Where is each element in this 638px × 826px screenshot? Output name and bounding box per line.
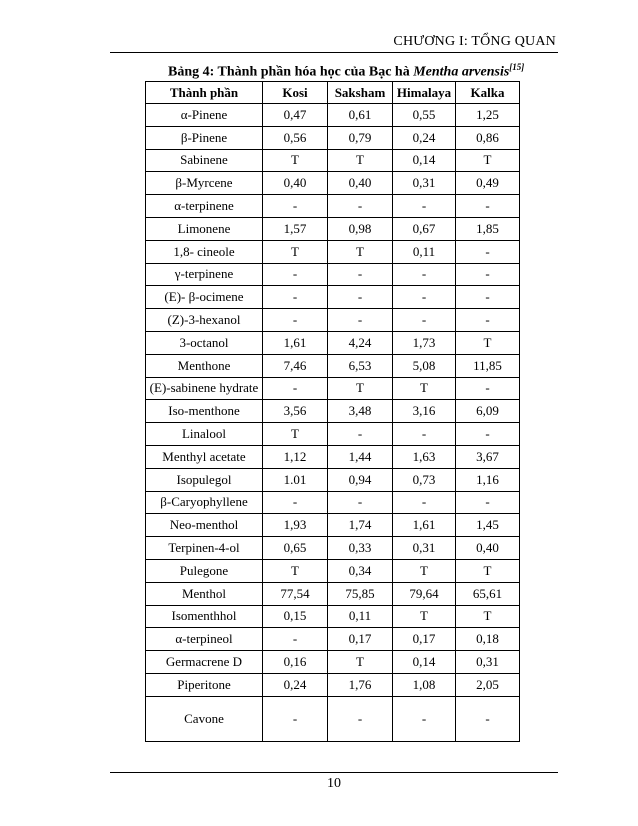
table-row bbox=[146, 331, 520, 354]
value-cell: 75,85 bbox=[328, 582, 393, 605]
table-row bbox=[146, 491, 520, 514]
table-row bbox=[146, 263, 520, 286]
table-row bbox=[146, 377, 520, 400]
table-row bbox=[146, 514, 520, 537]
compound-name-cell: Limonene bbox=[146, 217, 263, 240]
value-cell: 0,79 bbox=[328, 126, 393, 149]
compound-name-cell: α-terpineol bbox=[146, 628, 263, 651]
table-row bbox=[146, 468, 520, 491]
value-cell: T bbox=[263, 149, 328, 172]
table-row bbox=[146, 696, 520, 741]
value-cell: 0,16 bbox=[263, 651, 328, 674]
value-cell: - bbox=[456, 263, 520, 286]
value-cell: T bbox=[263, 559, 328, 582]
value-cell: - bbox=[263, 195, 328, 218]
compound-name-cell: α-terpinene bbox=[146, 195, 263, 218]
table-row bbox=[146, 354, 520, 377]
table-row bbox=[146, 628, 520, 651]
value-cell: 0,24 bbox=[263, 673, 328, 696]
compound-name-cell: Isomenthhol bbox=[146, 605, 263, 628]
table-row bbox=[146, 286, 520, 309]
value-cell: - bbox=[456, 240, 520, 263]
value-cell: 0,33 bbox=[328, 537, 393, 560]
value-cell: 1,44 bbox=[328, 445, 393, 468]
value-cell: T bbox=[328, 651, 393, 674]
value-cell: T bbox=[456, 331, 520, 354]
value-cell: 0,31 bbox=[393, 172, 456, 195]
value-cell: - bbox=[328, 696, 393, 741]
value-cell: 1,76 bbox=[328, 673, 393, 696]
header-divider bbox=[110, 52, 558, 53]
value-cell: - bbox=[328, 286, 393, 309]
value-cell: 6,53 bbox=[328, 354, 393, 377]
value-cell: T bbox=[393, 559, 456, 582]
value-cell: T bbox=[456, 605, 520, 628]
column-header: Saksham bbox=[328, 82, 393, 104]
value-cell: 1,85 bbox=[456, 217, 520, 240]
table-row bbox=[146, 149, 520, 172]
value-cell: 1,61 bbox=[393, 514, 456, 537]
value-cell: - bbox=[456, 696, 520, 741]
compound-name-cell: Cavone bbox=[146, 696, 263, 741]
value-cell: - bbox=[456, 423, 520, 446]
value-cell: 77,54 bbox=[263, 582, 328, 605]
table-row bbox=[146, 217, 520, 240]
compound-name-cell: Terpinen-4-ol bbox=[146, 537, 263, 560]
compound-name-cell: Linalool bbox=[146, 423, 263, 446]
value-cell: 0,40 bbox=[328, 172, 393, 195]
value-cell: 0,34 bbox=[328, 559, 393, 582]
compound-name-cell: Neo-menthol bbox=[146, 514, 263, 537]
value-cell: 1,45 bbox=[456, 514, 520, 537]
value-cell: 3,67 bbox=[456, 445, 520, 468]
value-cell: 1,25 bbox=[456, 104, 520, 127]
value-cell: - bbox=[328, 309, 393, 332]
value-cell: 0,49 bbox=[456, 172, 520, 195]
table-row bbox=[146, 537, 520, 560]
value-cell: 1,61 bbox=[263, 331, 328, 354]
value-cell: 0,31 bbox=[456, 651, 520, 674]
column-header: Himalaya bbox=[393, 82, 456, 104]
table-row bbox=[146, 445, 520, 468]
value-cell: 2,05 bbox=[456, 673, 520, 696]
value-cell: - bbox=[328, 195, 393, 218]
value-cell: 0,55 bbox=[393, 104, 456, 127]
value-cell: 1,63 bbox=[393, 445, 456, 468]
compound-name-cell: Menthol bbox=[146, 582, 263, 605]
value-cell: 0,40 bbox=[456, 537, 520, 560]
compound-name-cell: β-Caryophyllene bbox=[146, 491, 263, 514]
value-cell: - bbox=[456, 195, 520, 218]
table-row bbox=[146, 605, 520, 628]
table-row bbox=[146, 651, 520, 674]
value-cell: 0,15 bbox=[263, 605, 328, 628]
value-cell: - bbox=[263, 377, 328, 400]
compound-name-cell: 1,8- cineole bbox=[146, 240, 263, 263]
value-cell: 0,11 bbox=[393, 240, 456, 263]
value-cell: 6,09 bbox=[456, 400, 520, 423]
compound-name-cell: β-Myrcene bbox=[146, 172, 263, 195]
compound-name-cell: (E)- β-ocimene bbox=[146, 286, 263, 309]
compound-name-cell: (E)-sabinene hydrate bbox=[146, 377, 263, 400]
value-cell: 0,24 bbox=[393, 126, 456, 149]
table-body bbox=[146, 104, 520, 742]
compound-name-cell: Iso-menthone bbox=[146, 400, 263, 423]
table-row bbox=[146, 582, 520, 605]
column-header: Thành phần bbox=[146, 82, 263, 104]
value-cell: T bbox=[263, 423, 328, 446]
value-cell: - bbox=[393, 286, 456, 309]
value-cell: T bbox=[328, 149, 393, 172]
value-cell: 1,08 bbox=[393, 673, 456, 696]
compound-name-cell: (Z)-3-hexanol bbox=[146, 309, 263, 332]
value-cell: 1,12 bbox=[263, 445, 328, 468]
value-cell: 11,85 bbox=[456, 354, 520, 377]
value-cell: 3,16 bbox=[393, 400, 456, 423]
chapter-header: CHƯƠNG I: TỔNG QUAN bbox=[393, 34, 556, 49]
value-cell: - bbox=[263, 491, 328, 514]
table-header-row bbox=[146, 82, 520, 104]
value-cell: - bbox=[393, 195, 456, 218]
value-cell: 0,98 bbox=[328, 217, 393, 240]
table-row bbox=[146, 126, 520, 149]
value-cell: 0,67 bbox=[393, 217, 456, 240]
value-cell: - bbox=[263, 696, 328, 741]
table-row bbox=[146, 309, 520, 332]
value-cell: - bbox=[328, 491, 393, 514]
value-cell: 0,94 bbox=[328, 468, 393, 491]
value-cell: 0,18 bbox=[456, 628, 520, 651]
caption-reference: [15] bbox=[509, 62, 525, 72]
compound-name-cell: α-Pinene bbox=[146, 104, 263, 127]
value-cell: 0,17 bbox=[328, 628, 393, 651]
value-cell: 7,46 bbox=[263, 354, 328, 377]
value-cell: 5,08 bbox=[393, 354, 456, 377]
column-header: Kalka bbox=[456, 82, 520, 104]
value-cell: 3,48 bbox=[328, 400, 393, 423]
table-row bbox=[146, 172, 520, 195]
compound-name-cell: Sabinene bbox=[146, 149, 263, 172]
table-row bbox=[146, 104, 520, 127]
value-cell: 0,65 bbox=[263, 537, 328, 560]
value-cell: 3,56 bbox=[263, 400, 328, 423]
table-row bbox=[146, 240, 520, 263]
value-cell: 0,31 bbox=[393, 537, 456, 560]
compound-name-cell: Germacrene D bbox=[146, 651, 263, 674]
table-caption bbox=[168, 62, 524, 81]
value-cell: 4,24 bbox=[328, 331, 393, 354]
value-cell: - bbox=[456, 491, 520, 514]
table-row bbox=[146, 559, 520, 582]
value-cell: T bbox=[456, 149, 520, 172]
value-cell: 1,74 bbox=[328, 514, 393, 537]
value-cell: 65,61 bbox=[456, 582, 520, 605]
compound-name-cell: Pulegone bbox=[146, 559, 263, 582]
value-cell: 0,14 bbox=[393, 149, 456, 172]
compound-name-cell: Isopulegol bbox=[146, 468, 263, 491]
table-row bbox=[146, 423, 520, 446]
value-cell: - bbox=[328, 423, 393, 446]
value-cell: - bbox=[263, 309, 328, 332]
value-cell: T bbox=[263, 240, 328, 263]
value-cell: 0,73 bbox=[393, 468, 456, 491]
caption-species: Mentha arvensis bbox=[413, 64, 510, 80]
page-number: 10 bbox=[327, 776, 341, 791]
value-cell: - bbox=[456, 377, 520, 400]
value-cell: 0,17 bbox=[393, 628, 456, 651]
compound-name-cell: 3-octanol bbox=[146, 331, 263, 354]
value-cell: 0,11 bbox=[328, 605, 393, 628]
value-cell: 0,14 bbox=[393, 651, 456, 674]
value-cell: - bbox=[328, 263, 393, 286]
value-cell: 79,64 bbox=[393, 582, 456, 605]
value-cell: - bbox=[393, 263, 456, 286]
value-cell: 1,73 bbox=[393, 331, 456, 354]
value-cell: - bbox=[393, 423, 456, 446]
composition-table bbox=[145, 81, 520, 742]
value-cell: T bbox=[328, 377, 393, 400]
value-cell: 0,47 bbox=[263, 104, 328, 127]
value-cell: 1,93 bbox=[263, 514, 328, 537]
value-cell: 0,86 bbox=[456, 126, 520, 149]
compound-name-cell: Menthone bbox=[146, 354, 263, 377]
footer-divider bbox=[110, 772, 558, 773]
value-cell: - bbox=[263, 628, 328, 651]
value-cell: T bbox=[328, 240, 393, 263]
value-cell: - bbox=[263, 286, 328, 309]
caption-prefix: Bảng 4: Thành phần hóa học của Bạc hà bbox=[168, 64, 414, 80]
compound-name-cell: Piperitone bbox=[146, 673, 263, 696]
table-row bbox=[146, 673, 520, 696]
value-cell: - bbox=[263, 263, 328, 286]
value-cell: - bbox=[393, 491, 456, 514]
value-cell: - bbox=[456, 309, 520, 332]
value-cell: - bbox=[393, 309, 456, 332]
table-row bbox=[146, 400, 520, 423]
value-cell: 0,56 bbox=[263, 126, 328, 149]
value-cell: T bbox=[393, 605, 456, 628]
value-cell: 1,57 bbox=[263, 217, 328, 240]
value-cell: 1,16 bbox=[456, 468, 520, 491]
value-cell: - bbox=[393, 696, 456, 741]
value-cell: 0,40 bbox=[263, 172, 328, 195]
value-cell: T bbox=[393, 377, 456, 400]
compound-name-cell: γ-terpinene bbox=[146, 263, 263, 286]
table-row bbox=[146, 195, 520, 218]
value-cell: - bbox=[456, 286, 520, 309]
compound-name-cell: Menthyl acetate bbox=[146, 445, 263, 468]
value-cell: 0,61 bbox=[328, 104, 393, 127]
compound-name-cell: β-Pinene bbox=[146, 126, 263, 149]
value-cell: T bbox=[456, 559, 520, 582]
value-cell: 1.01 bbox=[263, 468, 328, 491]
column-header: Kosi bbox=[263, 82, 328, 104]
